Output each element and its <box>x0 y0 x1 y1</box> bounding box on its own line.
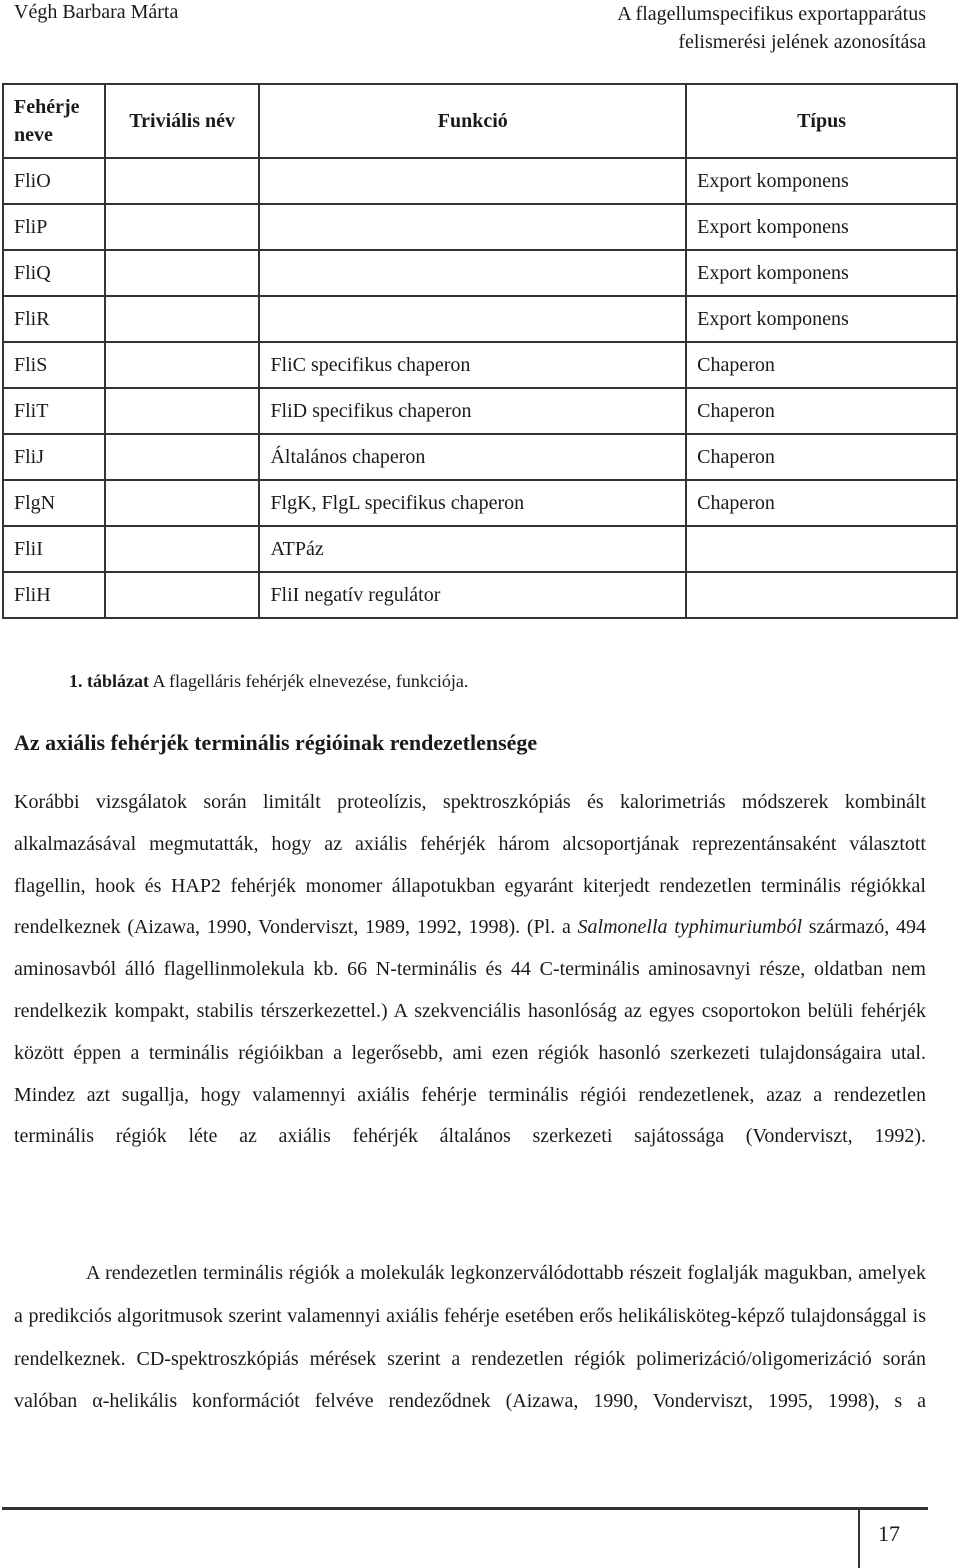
caption-text: A flagelláris fehérjék elnevezése, funkciója. <box>149 671 469 691</box>
table-row <box>3 526 957 572</box>
protein-table <box>2 83 958 619</box>
cell-trivial <box>105 342 260 388</box>
page-number: 17 <box>878 1521 900 1546</box>
cell-type: Export komponens <box>686 250 957 296</box>
cell-type: Export komponens <box>686 204 957 250</box>
cell-protein: FliR <box>3 296 105 342</box>
col-header-trivial: Triviális név <box>105 84 260 158</box>
table-row <box>3 250 957 296</box>
cell-trivial <box>105 250 260 296</box>
cell-type: Chaperon <box>686 480 957 526</box>
table-row <box>3 158 957 204</box>
cell-protein: FliI <box>3 526 105 572</box>
cell-trivial <box>105 572 260 618</box>
cell-type <box>686 572 957 618</box>
caption-label: 1. táblázat <box>69 671 149 691</box>
cell-function: FlgK, FlgL specifikus chaperon <box>259 480 686 526</box>
cell-trivial <box>105 204 260 250</box>
table-row <box>3 204 957 250</box>
header-author: Végh Barbara Márta <box>14 1 179 23</box>
cell-function: Általános chaperon <box>259 434 686 480</box>
paragraph-1-part-a: Korábbi vizsgálatok során limitált proteolízis, spektroszkópiás és kalorimetriás módszerek kombinált alkalmazásával megmutatták, hogy az axiális fehérjék három alcsoportjának reprezentánsaként választott flagellin, hook és HAP2 fehérjék monomer állapotukban egyaránt kiterjedt rendezetlen terminális régiókkal rendelkeznek (Aizawa, 1990, Vonderviszt, 1989, 1992, 1998). (Pl. a <box>14 791 926 939</box>
cell-protein: FliO <box>3 158 105 204</box>
table-row <box>3 342 957 388</box>
cell-protein: FliH <box>3 572 105 618</box>
cell-function <box>259 250 686 296</box>
table-header-row <box>3 84 957 158</box>
cell-function: FliD specifikus chaperon <box>259 388 686 434</box>
table-caption <box>69 669 468 693</box>
cell-trivial <box>105 388 260 434</box>
cell-function: FliC specifikus chaperon <box>259 342 686 388</box>
section-heading: Az axiális fehérjék terminális régióinak rendezetlensége <box>14 730 538 755</box>
cell-trivial <box>105 480 260 526</box>
cell-function <box>259 204 686 250</box>
paragraph-1 <box>14 782 926 1158</box>
cell-protein: FliT <box>3 388 105 434</box>
footer-vertical-divider <box>858 1507 860 1568</box>
cell-type: Export komponens <box>686 158 957 204</box>
cell-function: FliI negatív regulátor <box>259 572 686 618</box>
header-title-line2: felismerési jelének azonosítása <box>678 31 926 53</box>
cell-trivial <box>105 434 260 480</box>
cell-trivial <box>105 526 260 572</box>
cell-trivial <box>105 158 260 204</box>
cell-type: Chaperon <box>686 388 957 434</box>
header-title-line1: A flagellumspecifikus exportapparátus <box>617 3 926 25</box>
col-header-function: Funkció <box>259 84 686 158</box>
col-header-type: Típus <box>686 84 957 158</box>
table-row <box>3 572 957 618</box>
footer-divider <box>2 1507 928 1510</box>
cell-protein: FliS <box>3 342 105 388</box>
cell-function <box>259 158 686 204</box>
paragraph-1-italic: Salmonella typhimuriumból <box>577 916 803 939</box>
paragraph-1-part-b: származó, 494 aminosavból álló flagellinmolekula kb. 66 N-terminális és 44 C-terminális aminosavnyi része, oldatban nem rendelkezik kompakt, stabilis térszerkezettel.) A szekvenciális hasonlóság az egyes csoportokon belüli fehérjék között éppen a terminális régióikban a legerősebb, ami ezen régiók hasonló szerkezeti tulajdonságaira utal. Mindez azt sugallja, hogy valamennyi axiális fehérje terminális régiói rendezetlenek, azaz a rendezetlen terminális régiók léte az axiális fehérjék általános szerkezeti sajátossága (Vonderviszt, 1992). <box>14 916 927 1148</box>
table-row <box>3 296 957 342</box>
paragraph-2: A rendezetlen terminális régiók a molekulák legkonzerválódottabb részeit foglalják magukban, amelyek a predikciós algoritmusok szerint valamennyi axiális fehérje esetében erős helikálisköteg-képző tulajdonsággal is rendelkeznek. CD-spektroszkópiás mérések szerint a rendezetlen régiók polimerizáció/oligomerizáció során valóban α-helikális konformációt felvéve rendeződnek (Aizawa, 1990, Vonderviszt, 1995, 1998), s a <box>14 1262 926 1413</box>
page-header <box>0 0 960 60</box>
cell-function: ATPáz <box>259 526 686 572</box>
table-row <box>3 434 957 480</box>
cell-protein: FliJ <box>3 434 105 480</box>
col-header-protein: Fehérje neve <box>3 84 105 158</box>
cell-type: Export komponens <box>686 296 957 342</box>
table-row <box>3 388 957 434</box>
cell-type: Chaperon <box>686 434 957 480</box>
cell-type <box>686 526 957 572</box>
table-row <box>3 480 957 526</box>
cell-protein: FliQ <box>3 250 105 296</box>
cell-trivial <box>105 296 260 342</box>
cell-protein: FlgN <box>3 480 105 526</box>
cell-function <box>259 296 686 342</box>
cell-protein: FliP <box>3 204 105 250</box>
header-title <box>617 0 926 56</box>
cell-type: Chaperon <box>686 342 957 388</box>
